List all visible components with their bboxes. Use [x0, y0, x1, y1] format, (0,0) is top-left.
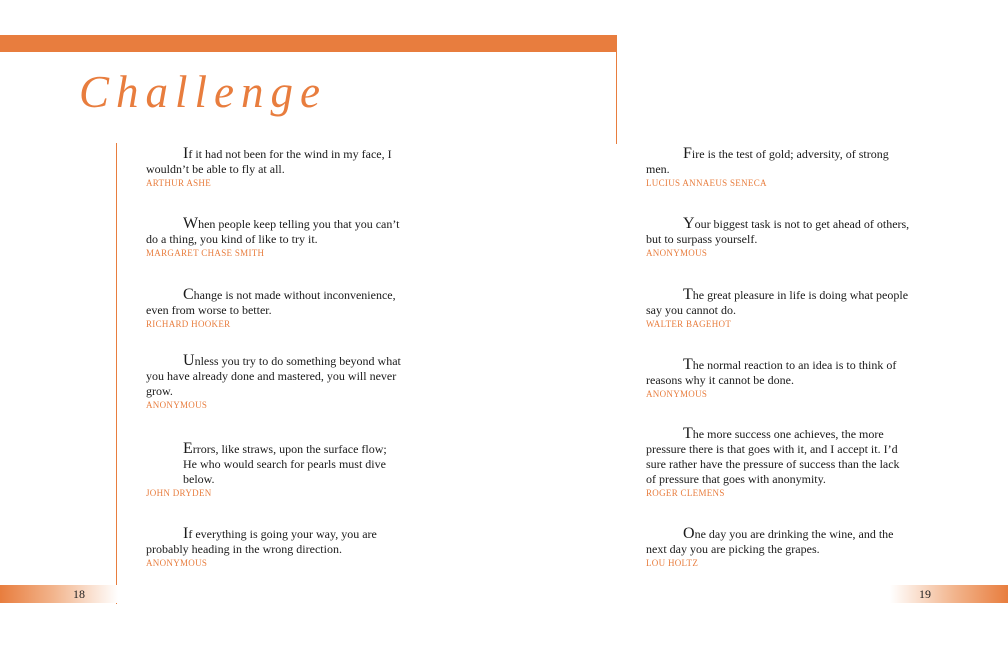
quote-author: LOU HOLTZ: [646, 558, 699, 568]
quote-block: [146, 353, 408, 411]
title-divider: [616, 52, 617, 144]
quote-author: ANONYMOUS: [646, 248, 708, 258]
quote-block: [146, 216, 408, 259]
footer-bar-right: [890, 585, 1008, 603]
drop-cap: T: [683, 356, 693, 373]
quote-block: [646, 526, 910, 569]
quote-author: ANONYMOUS: [646, 389, 708, 399]
quote-text: The more success one achieves, the more pressure there is that goes with it, and I accept it. I’d sure rather have the pressure of success than the lack of pressure that goes with anonymity.: [646, 425, 900, 486]
page-number-right: 19: [919, 587, 931, 601]
quote-text: Unless you try to do something beyond what you have already done and mastered, you will never grow.: [146, 352, 401, 398]
drop-cap: T: [683, 286, 693, 303]
page-number-left: 18: [73, 587, 85, 601]
drop-cap: W: [183, 215, 199, 232]
quote-text: Change is not made without inconvenience, even from worse to better.: [146, 286, 396, 317]
quote-text: The normal reaction to an idea is to think of reasons why it cannot be done.: [646, 356, 897, 387]
footer-bar-left: [0, 585, 118, 603]
quote-text: The great pleasure in life is doing what people say you cannot do.: [646, 286, 909, 317]
quote-block: [146, 146, 408, 189]
drop-cap: F: [683, 145, 692, 162]
quote-text: One day you are drinking the wine, and the next day you are picking the grapes.: [646, 525, 894, 556]
quote-block: [646, 357, 910, 400]
margin-rule: [116, 143, 117, 604]
drop-cap: I: [183, 525, 189, 542]
quote-block: [146, 526, 408, 569]
quote-block: [646, 426, 910, 499]
quote-author: RICHARD HOOKER: [146, 319, 231, 329]
quote-text: Your biggest task is not to get ahead of others, but to surpass yourself.: [646, 215, 910, 246]
quote-block: [646, 146, 910, 189]
drop-cap: I: [183, 145, 189, 162]
quote-text: If everything is going your way, you are probably heading in the wrong direction.: [146, 525, 377, 556]
quote-block: [146, 287, 408, 330]
quote-text: If it had not been for the wind in my face, I wouldn’t be able to fly at all.: [146, 145, 392, 176]
quote-text: When people keep telling you that you can’t do a thing, you kind of like to try it.: [146, 215, 400, 246]
drop-cap: U: [183, 352, 195, 369]
quote-block: [146, 441, 408, 499]
drop-cap: Y: [683, 215, 695, 232]
quote-author: WALTER BAGEHOT: [646, 319, 732, 329]
quote-block: [646, 287, 910, 330]
page-title: Challenge: [79, 67, 327, 117]
drop-cap: O: [683, 525, 695, 542]
quote-line: below.: [183, 472, 215, 486]
quote-author: MARGARET CHASE SMITH: [146, 248, 265, 258]
quote-block: [646, 216, 910, 259]
quote-line: He who would search for pearls must dive: [183, 457, 386, 471]
drop-cap: E: [183, 440, 193, 457]
header-bar: [0, 35, 617, 52]
quote-author: LUCIUS ANNAEUS SENECA: [646, 178, 767, 188]
drop-cap: T: [683, 425, 693, 442]
drop-cap: C: [183, 286, 194, 303]
quote-text: Errors, like straws, upon the surface flow;: [183, 440, 387, 457]
quote-author: ANONYMOUS: [146, 558, 208, 568]
quote-author: ANONYMOUS: [146, 400, 208, 410]
quote-author: ARTHUR ASHE: [146, 178, 212, 188]
quote-author: ROGER CLEMENS: [646, 488, 725, 498]
quote-text: Fire is the test of gold; adversity, of strong men.: [646, 145, 889, 176]
quote-author: JOHN DRYDEN: [146, 488, 212, 498]
